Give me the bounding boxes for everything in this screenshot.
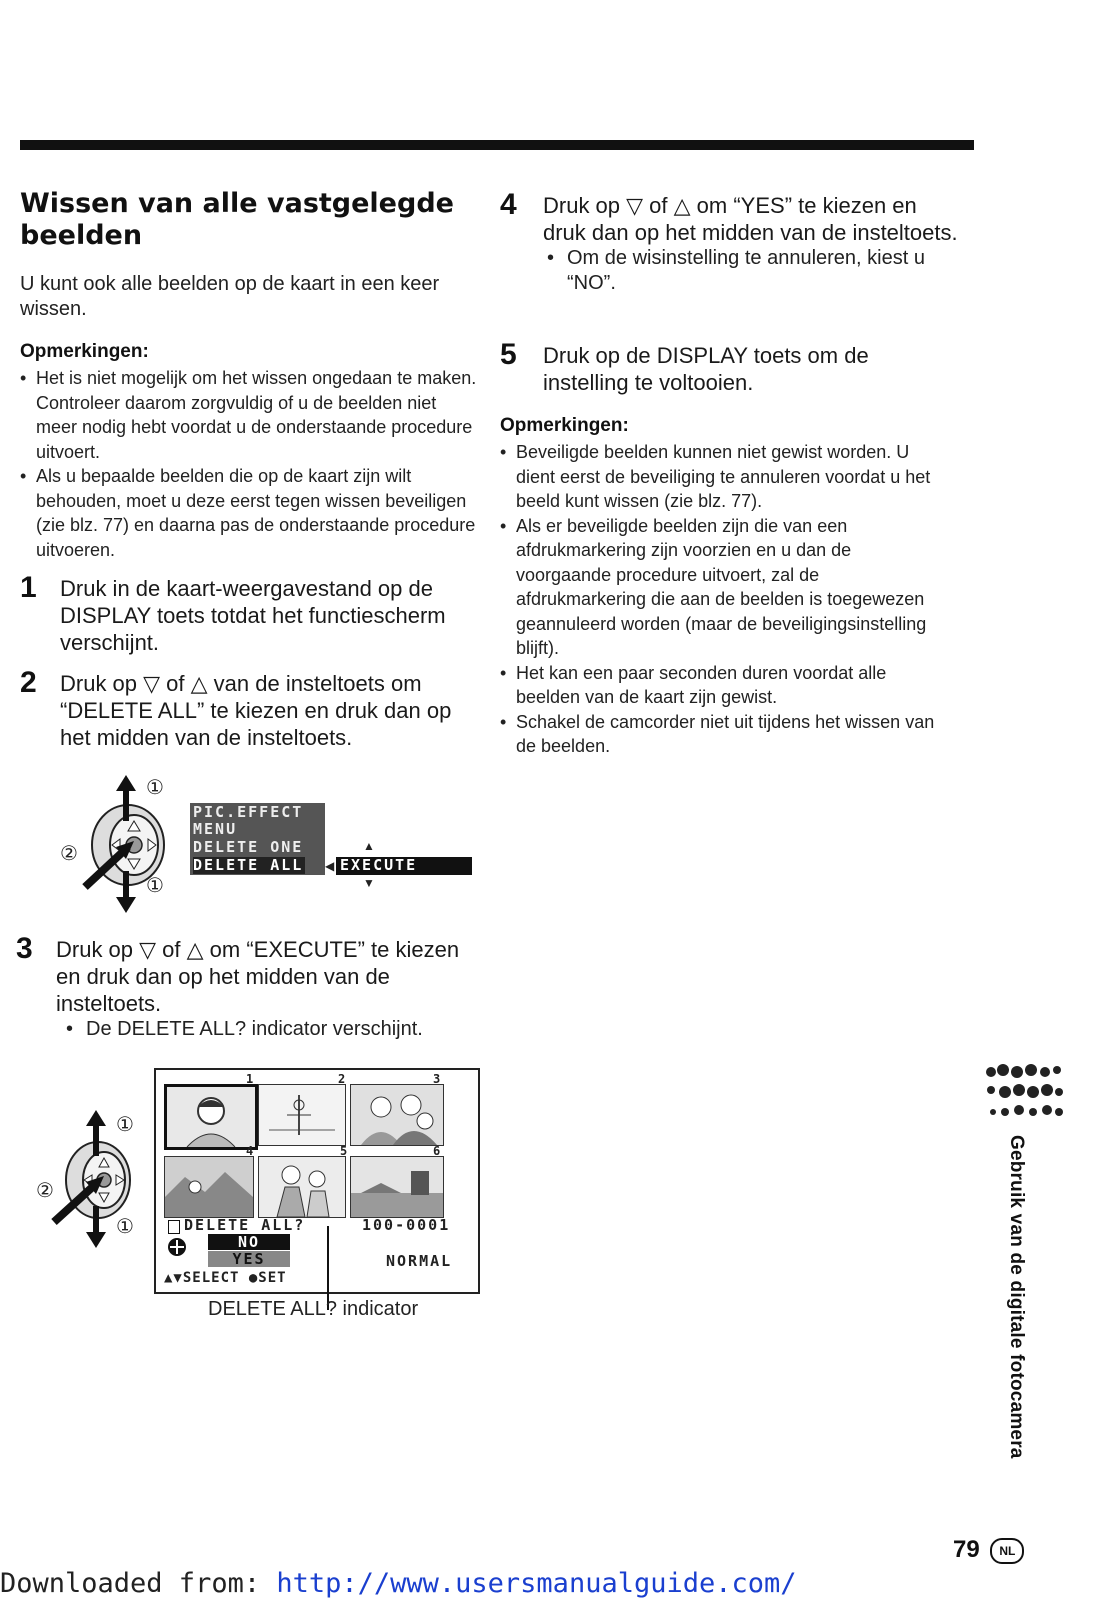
step-text: Druk op ▽ of △ om “EXECUTE” te kiezen en druk dan op het midden van de insteltoets.	[56, 937, 460, 1016]
circled-two-label: ②	[60, 843, 78, 865]
section-tab-pattern	[985, 1062, 1065, 1122]
thumbnail-number: 3	[433, 1072, 443, 1086]
figure-caption: DELETE ALL? indicator	[208, 1298, 419, 1320]
thumbnail	[164, 1084, 258, 1150]
step-text: Druk op de DISPLAY toets om de instelling te voltooien.	[543, 343, 869, 395]
notes-block-1	[20, 340, 480, 562]
delete-all-prompt: DELETE ALL?	[184, 1216, 306, 1234]
thumbnail	[350, 1156, 444, 1218]
list-item: • Als er beveiligde beelden zijn die van een afdrukmarkering zijn voorzien en u dan de voorgaande procedure uitvoert, zal de afdrukmarkering die aan de beelden is toegewezen geannuleerd worden (maar de beveiligingsinstelling blijft).	[500, 514, 940, 661]
thumbnail	[350, 1084, 444, 1146]
thumbnail	[164, 1156, 254, 1218]
notes-block-2	[500, 414, 940, 759]
step-number: 5	[500, 338, 517, 371]
thumbnail-number: 6	[433, 1144, 443, 1158]
menu-item-menu: MENU	[193, 820, 238, 838]
arrow-down-icon: ▼	[363, 876, 375, 890]
step-text: Druk op ▽ of △ om “YES” te kiezen en druk dan op het midden van de insteltoets.	[543, 193, 958, 245]
thumbnail	[258, 1084, 346, 1146]
side-section-label	[1005, 1135, 1035, 1495]
thumbnail	[258, 1156, 346, 1218]
download-footer	[0, 1568, 797, 1599]
intro-text: U kunt ook alle beelden op de kaart in een keer wissen.	[20, 273, 440, 320]
section-title: Wissen van alle vastgelegde beelden	[20, 188, 454, 251]
arrow-left-icon: ◀	[325, 859, 335, 873]
step-number: 1	[20, 571, 37, 604]
footer-link[interactable]: http://www.usersmanualguide.com/	[276, 1568, 797, 1599]
execute-label: EXECUTE	[336, 857, 472, 875]
figure-menu	[60, 775, 480, 915]
notes-heading-2: Opmerkingen:	[500, 415, 629, 436]
step-2	[20, 666, 480, 751]
dial-icon	[168, 1238, 186, 1256]
language-badge: NL	[990, 1538, 1024, 1564]
page-number	[953, 1536, 1024, 1564]
list-item: • Schakel de camcorder niet uit tijdens het wissen van de beelden.	[500, 710, 940, 759]
thumbnail-number: 2	[338, 1072, 348, 1086]
control-dial-icon	[60, 775, 190, 915]
list-item: • Beveiligde beelden kunnen niet gewist worden. U dient eerst de beveiliging te annuleren voordat u het beeld kunt wissen (zie blz. 77).	[500, 440, 940, 514]
menu-panel	[190, 803, 325, 875]
thumbnail-number: 1	[246, 1072, 256, 1086]
menu-item-delete-all: DELETE ALL	[193, 856, 304, 874]
step-sub-note: • Om de wisinstelling te annuleren, kiest u “NO”.	[547, 246, 960, 296]
circled-one-label: ①	[146, 875, 164, 897]
lcd-screen	[154, 1068, 480, 1294]
thumbnail-number: 4	[246, 1144, 256, 1158]
trash-icon	[168, 1220, 180, 1234]
step-text: Druk in de kaart-weergavestand op de DISPLAY toets totdat het functiescherm verschijnt.	[60, 576, 446, 655]
notes-list-2	[500, 440, 940, 759]
page-number-value: 79	[953, 1536, 980, 1563]
step-number: 2	[20, 666, 37, 699]
notes-heading-1: Opmerkingen:	[20, 341, 149, 362]
notes-list-1	[20, 366, 480, 562]
circled-one-label: ①	[116, 1216, 134, 1238]
file-number: 100-0001	[362, 1216, 451, 1234]
menu-item-delete-one: DELETE ONE	[193, 838, 304, 856]
top-rule	[20, 140, 974, 150]
mode-label: NORMAL	[386, 1252, 453, 1270]
list-item: • Het is niet mogelijk om het wissen ongedaan te maken. Controleer daarom zorgvuldig of u de beelden niet meer nodig hebt voordat u de onderstaande procedure uitvoert.	[20, 366, 480, 464]
step-3	[16, 932, 486, 1042]
step-sub-note: • De DELETE ALL? indicator verschijnt.	[66, 1017, 486, 1042]
step-text: Druk op ▽ of △ van de insteltoets om “DELETE ALL” te kiezen en druk dan op het midden van de insteltoets.	[60, 671, 452, 750]
circled-two-label: ②	[36, 1180, 54, 1202]
circled-one-label: ①	[146, 777, 164, 799]
step-number: 3	[16, 932, 33, 965]
list-item: • Als u bepaalde beelden die op de kaart zijn wilt behouden, moet u deze eerst tegen wissen beveiligen (zie blz. 77) en daarna pas de onderstaande procedure uitvoeren.	[20, 464, 480, 562]
thumbnail-number: 5	[340, 1144, 350, 1158]
circled-one-label: ①	[116, 1114, 134, 1136]
list-item: • Het kan een paar seconden duren voordat alle beelden van de kaart zijn gewist.	[500, 661, 940, 710]
step-4	[500, 188, 960, 296]
side-label-text: Gebruik van de digitale fotocamera	[1006, 1135, 1027, 1459]
footer-prefix: Downloaded from:	[0, 1568, 277, 1599]
select-set-hint: ▲▼SELECT ●SET	[164, 1270, 287, 1286]
option-yes: YES	[208, 1251, 290, 1267]
step-number: 4	[500, 188, 517, 221]
option-no: NO	[208, 1234, 290, 1250]
arrow-up-icon: ▲	[363, 839, 375, 853]
step-5	[500, 338, 960, 396]
figure-delete-all	[36, 1068, 476, 1343]
menu-item-pic-effect: PIC.EFFECT	[193, 803, 304, 821]
step-1	[20, 571, 475, 656]
